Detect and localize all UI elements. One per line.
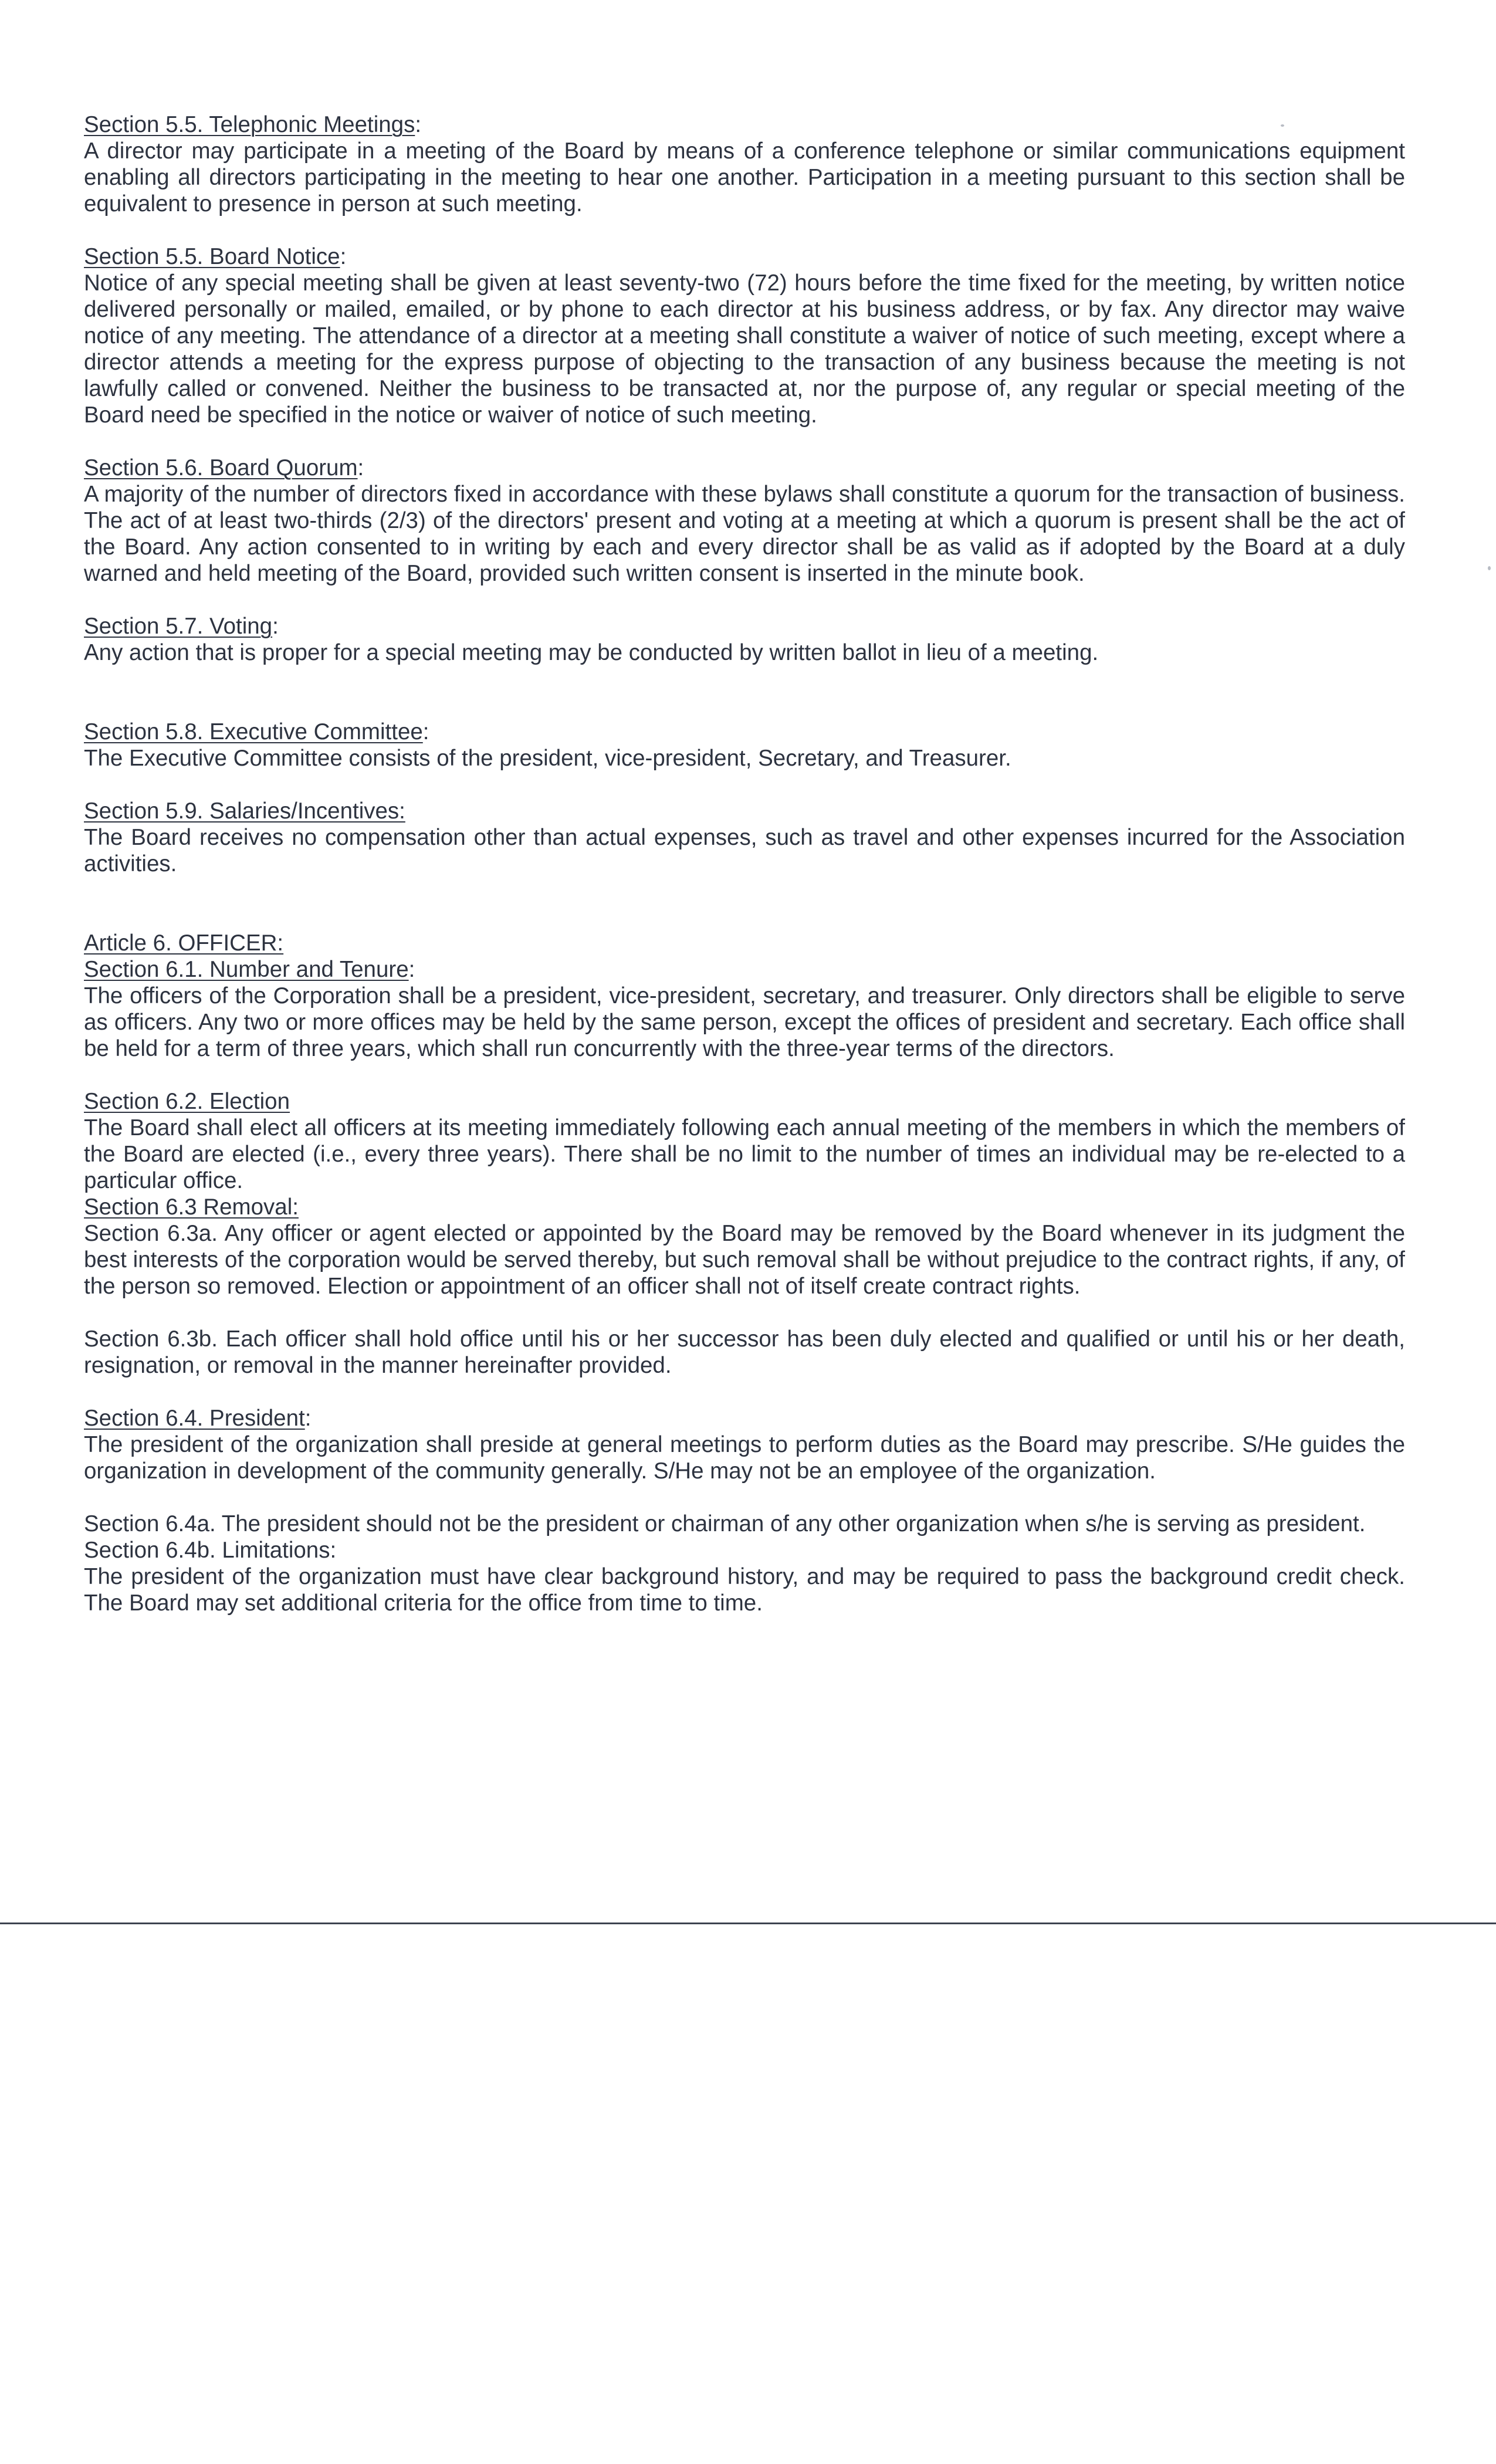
section-6-2-election xyxy=(84,1088,1405,1194)
scan-speck xyxy=(1488,566,1491,570)
section-body-6-3b: Section 6.3b. Each officer shall hold office until his or her successor has been duly elected and qualified or until his or her death, resignation, or removal in the manner hereinafter provided. xyxy=(84,1326,1405,1378)
section-body: The officers of the Corporation shall be a president, vice-president, secretary, and treasurer. Only directors shall be eligible to serve as officers. Any two or more offices may be held by the same person, except the offices of president and secretary. Each office shall be held for a term of three years, which shall run concurrently with the three-year terms of the directors. xyxy=(84,983,1405,1061)
section-heading: Section 6.2. Election xyxy=(84,1089,290,1114)
heading-suffix: : xyxy=(304,1406,312,1431)
section-5-5-telephonic-meetings xyxy=(84,111,1405,217)
page-divider-rule xyxy=(0,1923,1496,1924)
section-body-6-4a: Section 6.4a. The president should not be the president or chairman of any other organization when s/he is serving as president. xyxy=(84,1511,1366,1536)
article-6-officer xyxy=(84,930,1405,1062)
section-body: The Board shall elect all officers at its meeting immediately following each annual meeting of the members in which the members of the Board are elected (i.e., every three years). There shall be no limit to the number of times an individual may be re-elected to a particular office. xyxy=(84,1115,1405,1193)
heading-suffix: : xyxy=(340,244,347,269)
section-body-6-3a: Section 6.3a. Any officer or agent elected or appointed by the Board may be removed by the Board whenever in its judgment the best interests of the corporation would be served thereby, but such removal shall be without prejudice to the contract rights, if any, of the person so removed. Election or appointment of an officer shall not of itself create contract rights. xyxy=(84,1221,1405,1299)
section-5-8-executive-committee xyxy=(84,719,1405,771)
heading-suffix: : xyxy=(357,455,364,480)
section-body: Notice of any special meeting shall be given at least seventy-two (72) hours before the time fixed for the meeting, by written notice delivered personally or mailed, emailed, or by phone to each director at his business address, or by fax. Any director may waive notice of any meeting. The attendance of a director at a meeting shall constitute a waiver of notice of such meeting, except where a director attends a meeting for the express purpose of objecting to the transaction of any business because the meeting is not lawfully called or convened. Neither the business to be transacted at, nor the purpose of, any regular or special meeting of the Board need be specified in the notice or waiver of notice of such meeting. xyxy=(84,270,1405,428)
heading-suffix: : xyxy=(422,719,429,744)
section-heading: Section 5.9. Salaries/Incentives: xyxy=(84,798,405,824)
article-heading: Article 6. OFFICER: xyxy=(84,930,284,956)
section-body: The Executive Committee consists of the president, vice-president, Secretary, and Treasurer. xyxy=(84,746,1011,771)
section-6-3-removal xyxy=(84,1194,1405,1379)
heading-suffix: : xyxy=(415,112,422,137)
section-heading: Section 6.3 Removal: xyxy=(84,1194,299,1220)
section-5-6-board-quorum xyxy=(84,455,1405,587)
section-5-9-salaries-incentives xyxy=(84,798,1405,877)
section-heading: Section 5.7. Voting xyxy=(84,614,273,639)
section-heading: Section 6.1. Number and Tenure xyxy=(84,957,409,982)
section-heading: Section 5.5. Board Notice xyxy=(84,244,340,269)
section-5-7-voting xyxy=(84,613,1405,666)
section-body: The president of the organization shall preside at general meetings to perform duties as the Board may prescribe. S/He guides the organization in development of the community generally. S/He may not be an employee of the organization. xyxy=(84,1432,1405,1484)
section-body: A director may participate in a meeting of the Board by means of a conference telephone or similar communications equipment enabling all directors participating in the meeting to hear one another. Participation in a meeting pursuant to this section shall be equivalent to presence in person at such meeting. xyxy=(84,138,1405,216)
section-6-4-president xyxy=(84,1405,1405,1616)
bylaws-document xyxy=(84,111,1405,1616)
section-heading: Section 5.8. Executive Committee xyxy=(84,719,423,744)
heading-suffix: : xyxy=(272,614,279,639)
scan-speck xyxy=(1281,124,1284,127)
section-5-5-board-notice xyxy=(84,243,1405,428)
heading-suffix: : xyxy=(408,957,415,982)
section-6-4b-heading: Section 6.4b. Limitations: xyxy=(84,1538,337,1563)
section-body: A majority of the number of directors fixed in accordance with these bylaws shall constitute a quorum for the transaction of business. The act of at least two-thirds (2/3) of the directors' present and voting at a meeting at which a quorum is present shall be the act of the Board. Any action consented to in writing by each and every director shall be as valid as if adopted by the Board at a duly warned and held meeting of the Board, provided such written consent is inserted in the minute book. xyxy=(84,482,1405,586)
section-heading: Section 6.4. President xyxy=(84,1406,305,1431)
section-body: The Board receives no compensation other than actual expenses, such as travel and other expenses incurred for the Association activities. xyxy=(84,825,1405,876)
section-heading: Section 5.6. Board Quorum xyxy=(84,455,358,480)
section-heading: Section 5.5. Telephonic Meetings xyxy=(84,112,415,137)
section-body: Any action that is proper for a special meeting may be conducted by written ballot in lieu of a meeting. xyxy=(84,640,1099,665)
section-body-6-4b: The president of the organization must have clear background history, and may be required to pass the background credit check. The Board may set additional criteria for the office from time to time. xyxy=(84,1564,1405,1616)
